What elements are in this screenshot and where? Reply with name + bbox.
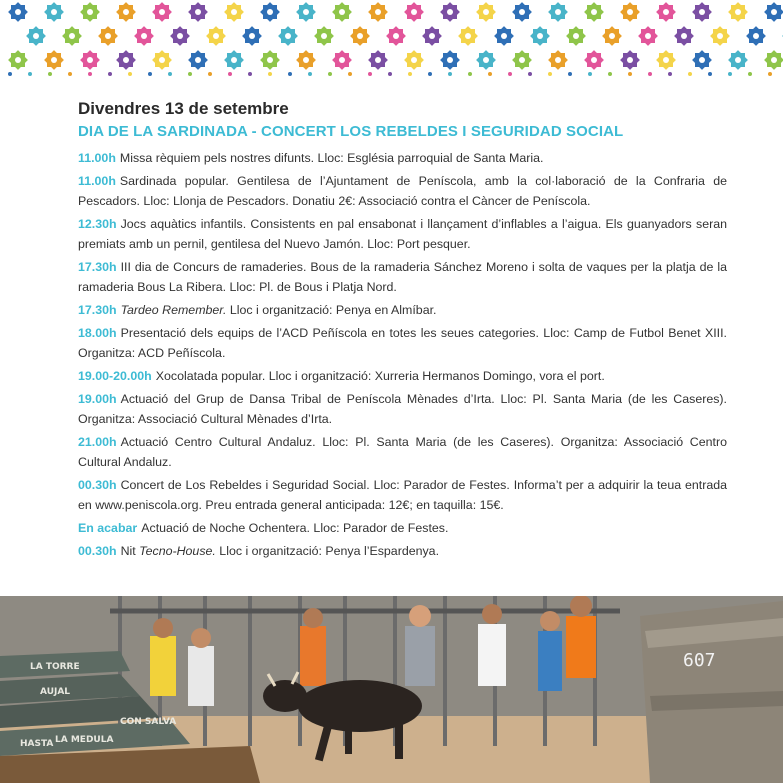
mosaic-star: [206, 26, 226, 46]
mosaic-star: [134, 26, 154, 46]
event-time: 21.00h: [78, 435, 117, 449]
mosaic-dot: [108, 72, 112, 76]
mosaic-star: [80, 50, 100, 70]
mosaic-star: [296, 50, 316, 70]
mosaic-star: [242, 26, 262, 46]
mosaic-star: [710, 26, 730, 46]
mosaic-star: [152, 2, 172, 22]
mosaic-dot: [168, 72, 172, 76]
mosaic-star: [764, 2, 783, 22]
event-item: 19.00h Actuació del Grup de Dansa Tribal de Peníscola Mènades d’Irta. Lloc: Pl. Santa Maria (de les Caseres). Organitza: Associació Cultural Mènades d’Irta.: [78, 392, 727, 426]
mosaic-star: [260, 50, 280, 70]
mosaic-star: [152, 50, 172, 70]
mosaic-dot: [8, 72, 12, 76]
event-time: 19.00h: [78, 392, 117, 406]
mosaic-dot: [768, 72, 772, 76]
mosaic-dot: [68, 72, 72, 76]
event-item: 11.00h Missa rèquiem pels nostres difunts. Lloc: Església parroquial de Santa Maria.: [78, 151, 544, 165]
mosaic-star: [368, 2, 388, 22]
mosaic-star: [368, 50, 388, 70]
mosaic-star: [638, 26, 658, 46]
mosaic-star: [656, 50, 676, 70]
event-time: 11.00h: [78, 151, 116, 165]
event-time: 19.00-20.00h: [78, 369, 152, 383]
mosaic-dot: [328, 72, 332, 76]
mosaic-star: [62, 26, 82, 46]
mosaic-dot: [588, 72, 592, 76]
mosaic-star: [332, 2, 352, 22]
mosaic-star: [530, 26, 550, 46]
mosaic-star: [728, 50, 748, 70]
mosaic-star: [620, 50, 640, 70]
event-item: 00.30h Concert de Los Rebeldes i Seguridad Social. Lloc: Parador de Festes. Informa’t per a adquirir la teua entrada en www.peniscola.org. Preu entrada general anticipada: 12€; en taquilla: 15€.: [78, 478, 727, 512]
mosaic-star: [386, 26, 406, 46]
event-time: 12.30h: [78, 217, 117, 231]
mosaic-star: [350, 26, 370, 46]
mosaic-dot: [308, 72, 312, 76]
mosaic-dot: [468, 72, 472, 76]
plank-text: CON SALVA: [120, 717, 177, 727]
mosaic-star: [8, 2, 28, 22]
program-content: [78, 98, 727, 564]
mosaic-dot: [388, 72, 392, 76]
mosaic-dot: [88, 72, 92, 76]
event-time: 17.30h: [78, 303, 117, 317]
bull-run-photo: [0, 596, 783, 783]
mosaic-star: [440, 2, 460, 22]
mosaic-star: [440, 50, 460, 70]
mosaic-dot: [708, 72, 712, 76]
mosaic-dot: [688, 72, 692, 76]
plank-text: AUJAL: [40, 687, 71, 697]
mosaic-star: [548, 50, 568, 70]
mosaic-dot: [428, 72, 432, 76]
mosaic-star: [296, 2, 316, 22]
mosaic-star: [476, 50, 496, 70]
mosaic-star: [260, 2, 280, 22]
mosaic-star: [116, 50, 136, 70]
mosaic-star: [548, 2, 568, 22]
event-item: 17.30h Tardeo Remember. Lloc i organització: Penya en Almíbar.: [78, 303, 437, 317]
event-item: 19.00-20.00h Xocolatada popular. Lloc i organització: Xurreria Hermanos Domingo, vora el port.: [78, 369, 605, 383]
mosaic-star: [116, 2, 136, 22]
mosaic-star: [566, 26, 586, 46]
mosaic-star: [422, 26, 442, 46]
event-item: 21.00h Actuació Centro Cultural Andaluz. Lloc: Pl. Santa Maria (de les Caseres). Organitza: Associació Centro Cultural Andaluz.: [78, 435, 727, 469]
mosaic-dot: [508, 72, 512, 76]
plank-text: HASTA: [20, 739, 54, 749]
mosaic-star: [458, 26, 478, 46]
mosaic-dot: [248, 72, 252, 76]
mosaic-star: [692, 50, 712, 70]
mosaic-dot: [148, 72, 152, 76]
mosaic-star: [584, 2, 604, 22]
event-time: 11.00h: [78, 174, 116, 188]
mosaic-star: [404, 50, 424, 70]
mosaic-dot: [748, 72, 752, 76]
mosaic-dot: [28, 72, 32, 76]
mosaic-dot: [568, 72, 572, 76]
mosaic-star: [512, 2, 532, 22]
event-time: 17.30h: [78, 260, 117, 274]
mosaic-star: [764, 50, 783, 70]
mosaic-dot: [128, 72, 132, 76]
mosaic-star: [8, 50, 28, 70]
mosaic-star: [170, 26, 190, 46]
mosaic-star: [314, 26, 334, 46]
mosaic-star: [584, 50, 604, 70]
wooden-box-right: [640, 601, 783, 783]
event-item: 17.30h III dia de Concurs de ramaderies. Bous de la ramaderia Sánchez Moreno i solta de vaques per la platja de la ramaderia Bous La Ribera. Lloc: Pl. de Bous i Platja Nord.: [78, 260, 727, 294]
mosaic-dot: [208, 72, 212, 76]
event-time: 00.30h: [78, 478, 117, 492]
mosaic-star: [404, 2, 424, 22]
plank-text: LA TORRE: [30, 662, 80, 672]
mosaic-star: [332, 50, 352, 70]
mosaic-star: [98, 26, 118, 46]
mosaic-star: [728, 2, 748, 22]
day-title: Divendres 13 de setembre: [78, 99, 289, 118]
event-time: 00.30h: [78, 544, 117, 558]
mosaic-dot: [668, 72, 672, 76]
mosaic-dot: [488, 72, 492, 76]
event-time: En acabar: [78, 521, 138, 535]
event-item: En acabar Actuació de Noche Ochentera. Lloc: Parador de Festes.: [78, 521, 449, 535]
mosaic-dot: [528, 72, 532, 76]
mosaic-star: [656, 2, 676, 22]
mosaic-dot: [548, 72, 552, 76]
mosaic-star: [224, 2, 244, 22]
mosaic-dot: [228, 72, 232, 76]
event-item: 12.30h Jocs aquàtics infantils. Consistents en pal ensabonat i llançament d’inflables a l’aigua. Els guanyadors seran premiats amb un pernil, gentilesa del Nuevo Jamón. Lloc: Port pesquer.: [78, 217, 727, 251]
mosaic-star: [512, 50, 532, 70]
event-list: [78, 148, 727, 561]
mosaic-dot: [448, 72, 452, 76]
mosaic-pattern-header: [0, 0, 783, 80]
mosaic-star: [44, 2, 64, 22]
mosaic-dot: [48, 72, 52, 76]
mosaic-dot: [648, 72, 652, 76]
mosaic-star: [224, 50, 244, 70]
mosaic-star: [278, 26, 298, 46]
mosaic-star: [80, 2, 100, 22]
plank-text: 607: [683, 650, 716, 671]
day-subtitle: DIA DE LA SARDINADA - CONCERT LOS REBELDES I SEGURIDAD SOCIAL: [78, 123, 624, 140]
mosaic-star: [746, 26, 766, 46]
mosaic-dot: [268, 72, 272, 76]
mosaic-dot: [608, 72, 612, 76]
mosaic-dot: [288, 72, 292, 76]
mosaic-star: [476, 2, 496, 22]
mosaic-star: [26, 26, 46, 46]
event-item: 18.00h Presentació dels equips de l’ACD Peñíscola en totes les seues categories. Lloc: Camp de Futbol Benet XIII. Organitza: ACD Peñíscola.: [78, 326, 727, 360]
mosaic-dot: [368, 72, 372, 76]
event-item: 00.30h Nit Tecno-House. Lloc i organització: Penya l’Espardenya.: [78, 544, 440, 558]
mosaic-star: [602, 26, 622, 46]
mosaic-star: [674, 26, 694, 46]
mosaic-dot: [628, 72, 632, 76]
mosaic-star: [620, 2, 640, 22]
event-item: 11.00h Sardinada popular. Gentilesa de l’Ajuntament de Peníscola, amb la col·laboració de la Confraria de Pescadors. Lloc: Llonja de Pescadors. Donatiu 2€: Associació contra el Càncer de Peníscola.: [78, 174, 727, 208]
mosaic-dot: [348, 72, 352, 76]
mosaic-star: [692, 2, 712, 22]
mosaic-dot: [188, 72, 192, 76]
mosaic-star: [494, 26, 514, 46]
mosaic-dot: [728, 72, 732, 76]
mosaic-star: [44, 50, 64, 70]
plank-text: LA MEDULA: [55, 735, 114, 745]
mosaic-star: [188, 2, 208, 22]
mosaic-dot: [408, 72, 412, 76]
mosaic-star: [188, 50, 208, 70]
event-time: 18.00h: [78, 326, 117, 340]
